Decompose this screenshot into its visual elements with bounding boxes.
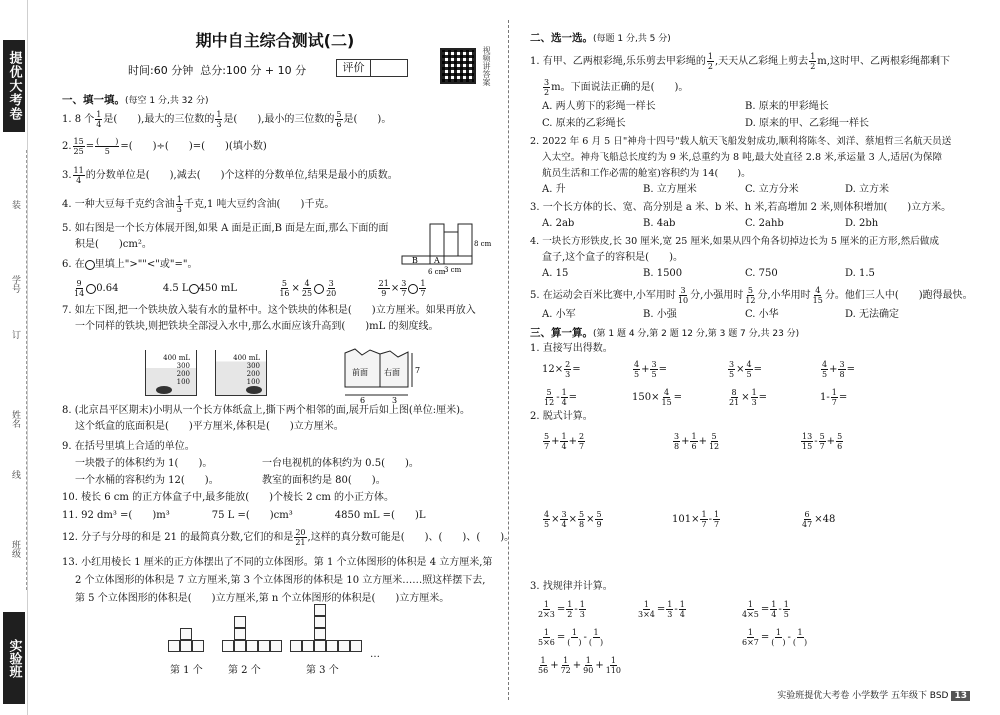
q2-2-opt-b[interactable]: B. 立方厘米	[643, 184, 697, 195]
dim-3: 3	[392, 396, 398, 405]
calc-1g: $\frac{8}{21}$ × $\frac{1}{3}$ =	[729, 388, 768, 407]
q1-6-row: $\frac{9}{14}$ 0.64 4.5 L 450 mL $\frac{5}{16}$ × $\frac{4}{25}$ $\frac{3}{20}$ $\frac{21}{9}$ × $\frac{3}{7}$ $\frac{1}{7}$	[74, 279, 426, 298]
calc-1a: 12× $\frac{2}{3}$ =	[542, 360, 581, 379]
q2-5-opt-d[interactable]: D. 无法确定	[845, 309, 900, 320]
q1-10: 10. 棱长 6 cm 的正方体盒子中,最多能放( )个棱长 2 cm 的小正方体。	[62, 492, 395, 503]
label-name: 姓名	[10, 410, 20, 428]
pattern-4: $\frac{1}{5\times 6}$ = 1 ( ) - 1 ( )	[538, 628, 604, 647]
label-student-id: 学号	[10, 275, 20, 293]
calc-part-3-title: 3. 找规律并计算。	[530, 581, 613, 592]
exam-info	[128, 62, 306, 78]
face-b-label: B	[412, 256, 418, 265]
pattern-5: $\frac{1}{6\times 7}$ = 1 ( ) - 1 ( )	[742, 628, 808, 647]
front-label: 前面	[352, 368, 368, 377]
q2-2-opt-a[interactable]: A. 升	[542, 184, 566, 195]
continue-dots: …	[370, 649, 380, 660]
calc-1b: $\frac{4}{5}$ + $\frac{3}{5}$ =	[634, 360, 667, 379]
section-2-heading: 二、选一选。(每题 1 分,共 5 分)	[530, 32, 671, 44]
dim-6: 6	[360, 396, 366, 405]
caption-3: 第 3 个	[306, 665, 339, 676]
q2-2-line3: 航员生活和工作必需的舱室)容积约为 14( )。	[542, 168, 751, 179]
q1-9d: 教室的面积约是 80( )。	[262, 475, 386, 486]
q2-5: 5. 在运动会百米比赛中,小军用时 $\frac{3}{10}$ 分,小强用时 $\frac{5}{12}$ 分,小华用时 $\frac{4}{15}$ 分。他们三人中( )跑得最快。	[530, 286, 973, 305]
q1-13-line1: 13. 小红用棱长 1 厘米的正方体摆出了不同的立体图形。第 1 个立体图形的体积是 4 立方厘米,第	[62, 557, 493, 568]
calc-1f: 150× $\frac{4}{15}$ =	[632, 388, 683, 407]
q1-5: 5. 如右图是一个长方体展开图,如果 A 面是正面,B 面是左面,那么下面的面	[62, 223, 389, 234]
calc-1c: $\frac{3}{5}$ × $\frac{4}{5}$ =	[729, 360, 762, 379]
calc-2e: 101× $\frac{1}{7}$ - $\frac{1}{7}$	[672, 510, 720, 529]
q2-1-opt-b[interactable]: B. 原来的甲彩绳长	[745, 101, 829, 112]
q2-1b: $\frac{3}{2}$ m。下面说法正确的是( )。	[544, 78, 689, 97]
calc-part-2-title: 2. 脱式计算。	[530, 411, 593, 422]
qr-caption: 视频讲答案	[482, 46, 491, 86]
calc-1e: $\frac{5}{12}$ - $\frac{1}{4}$ =	[544, 388, 578, 407]
pattern-3: $\frac{1}{4\times 5}$ = $\frac{1}{4}$ - $\frac{1}{5}$	[742, 600, 789, 619]
q2-4-opt-d[interactable]: D. 1.5	[845, 268, 875, 279]
calc-2d: $\frac{4}{5}$ × $\frac{3}{4}$ × $\frac{5}{8}$ × $\frac{5}{9}$	[544, 510, 602, 529]
section-1-heading: 一、填一填。(每空 1 分,共 32 分)	[62, 94, 209, 106]
footer: 实验班提优大考卷 小学数学 五年级下 BSD 13	[777, 688, 970, 701]
cut-word-3: 线	[10, 470, 20, 479]
q2-3-opt-a[interactable]: A. 2ab	[542, 218, 575, 229]
right-label: 右面	[384, 368, 400, 377]
q1-9b: 一台电视机的体积约为 0.5( )。	[262, 458, 419, 469]
torn-box-figure	[340, 345, 430, 405]
calc-2c: $\frac{13}{15}$ - $\frac{5}{7}$ + $\frac{5}{6}$	[802, 432, 843, 451]
caption-1: 第 1 个	[170, 665, 203, 676]
q1-12: 12. 分子与分母的和是 21 的最简真分数,它们的和是 $\frac{20}{21}$ ,这样的真分数可能是( )、( )、( )。	[62, 528, 515, 547]
width-label: 6 cm	[428, 268, 446, 276]
depth-label: 3 cm	[444, 266, 462, 274]
label-class: 班级	[10, 540, 20, 558]
q1-8-line1: 8. (北京昌平区期末)小明从一个长方体纸盒上,撕下两个相邻的面,展开后如上图(单位:厘米)。	[62, 405, 471, 416]
pattern-6: $\frac{1}{56}$ + $\frac{1}{72}$ + $\frac{1}{90}$ + $\frac{1}{110}$	[538, 656, 622, 675]
q1-13-line3: 第 5 个立体图形的体积是( )立方厘米,第 n 个立体图形的体积是( )立方厘米。	[75, 593, 450, 604]
calc-1d: $\frac{4}{5}$ + $\frac{3}{8}$ =	[822, 360, 855, 379]
calc-1h: 1- $\frac{1}{7}$ =	[820, 388, 848, 407]
iron-block	[246, 386, 262, 394]
calc-part-1-title: 1. 直接写出得数。	[530, 343, 613, 354]
cube-shape-2	[222, 616, 282, 652]
page-divider	[508, 20, 509, 700]
q1-5b: 积是( )cm²。	[75, 239, 152, 250]
q2-4-opt-a[interactable]: A. 15	[542, 268, 569, 279]
q2-3-opt-d[interactable]: D. 2bh	[845, 218, 879, 229]
section-3-heading: 三、算一算。(第 1 题 4 分,第 2 题 12 分,第 3 题 7 分,共 23 分)	[530, 327, 800, 339]
q2-4-line2: 盒子,这个盒子的容积是( )。	[542, 252, 683, 263]
beaker-2: 400 mL 300 200 100	[215, 350, 267, 396]
blank-circle-icon	[314, 284, 324, 294]
q2-3-opt-b[interactable]: B. 4ab	[643, 218, 676, 229]
cut-line	[26, 150, 27, 590]
q2-1-opt-a[interactable]: A. 两人剪下的彩绳一样长	[542, 101, 656, 112]
q1-1: 1. 8 个 $\frac{1}{4}$ 是( ),最大的三位数的 $\frac{1}{3}$ 是( ),最小的三位数的 $\frac{5}{6}$ 是( )。	[62, 110, 392, 129]
brand-logo-bottom: 实验班	[3, 612, 25, 704]
q2-5-opt-a[interactable]: A. 小军	[542, 309, 576, 320]
caption-2: 第 2 个	[228, 665, 261, 676]
q2-3-opt-c[interactable]: C. 2ahb	[745, 218, 784, 229]
calc-2a: $\frac{5}{7}$ + $\frac{1}{4}$ + $\frac{2}{7}$	[544, 432, 585, 451]
q1-9c: 一个水桶的容积约为 12( )。	[75, 475, 219, 486]
pattern-1: $\frac{1}{2\times 3}$ = $\frac{1}{2}$ - $\frac{1}{3}$	[538, 600, 585, 619]
face-a-label: A	[434, 256, 440, 265]
q2-4-opt-b[interactable]: B. 1500	[643, 268, 683, 279]
cube-shape-1	[168, 628, 204, 652]
blank-circle-icon	[86, 284, 96, 294]
q2-2-line1: 2. 2022 年 6 月 5 日"神舟十四号"载人航天飞船发射成功,顺利将陈冬、刘洋、蔡旭哲三名航天员送	[530, 136, 952, 147]
blank-circle-icon	[189, 284, 199, 294]
q2-1: 1. 有甲、乙两根彩绳,乐乐剪去甲彩绳的 $\frac{1}{2}$ ,天天从乙彩绳上剪去 $\frac{1}{2}$ m,这时甲、乙两根彩绳都剩下	[530, 52, 950, 71]
q2-2-opt-c[interactable]: C. 立方分米	[745, 184, 799, 195]
q2-2-line2: 入太空。神舟飞船总长度约为 9 米,总重约为 8 吨,最大处直径 2.8 米,承运量 3 人,适居(为保障	[542, 152, 943, 163]
calc-2f: $\frac{6}{47}$ ×48	[802, 510, 836, 529]
q2-1-opt-d[interactable]: D. 原来的甲、乙彩绳一样长	[745, 118, 870, 129]
q1-7-line2: 一个同样的铁块,则把铁块全部浸入水中,那么水面应该升高到( )mL 的刻度线。	[75, 321, 439, 332]
q2-4-line1: 4. 一块长方形铁皮,长 30 厘米,宽 25 厘米,如果从四个角各切掉边长为 5 厘米的正方形,然后做成	[530, 236, 939, 247]
eval-label: 评价	[337, 60, 371, 76]
cut-word-1: 装	[10, 200, 20, 209]
time-limit: 时间:60 分钟	[128, 64, 194, 77]
evaluation-box	[336, 59, 408, 77]
page-title: 期中自主综合测试(二)	[195, 31, 355, 50]
cuboid-net-figure	[400, 222, 500, 278]
q2-2-opt-d[interactable]: D. 立方米	[845, 184, 890, 195]
total-score: 总分:100 分 + 10 分	[200, 64, 307, 77]
q1-13-line2: 2 个立体图形的体积是 7 立方厘米,第 3 个立体图形的体积是 10 立方厘米……照这样摆下去,	[75, 575, 486, 586]
blank-circle-icon	[85, 260, 95, 270]
q2-3: 3. 一个长方体的长、宽、高分别是 a 米、b 米、h 米,若高增加 2 米,则体积增加( )立方米。	[530, 202, 952, 213]
blank-circle-icon	[408, 284, 418, 294]
q1-9: 9. 在括号里填上合适的单位。	[62, 441, 195, 452]
q1-7-line1: 7. 如左下图,把一个铁块放入装有水的量杯中。这个铁块的体积是( )立方厘米。如果再放入	[62, 305, 476, 316]
brand-logo-top: 提优大考卷	[3, 40, 25, 132]
page-number: 13	[951, 691, 970, 701]
iron-block	[156, 386, 172, 394]
cut-word-2: 订	[10, 330, 20, 339]
cube-shape-3	[290, 604, 362, 652]
q1-3: 3. $\frac{11}{4}$ 的分数单位是( ),减去( )个这样的分数单位,结果是最小的质数。	[62, 166, 398, 185]
q2-5-opt-b[interactable]: B. 小强	[643, 309, 677, 320]
q1-11: 11. 92 dm³ =( )m³ 75 L =( )cm³ 4850 mL =( )L	[62, 510, 426, 521]
q1-6: 6. 在 里填上">""<"或"="。	[62, 259, 198, 270]
q1-2: 2. $\frac{15}{25}$ = ( ) 5 =( )÷( )=( )(填小数)	[62, 137, 267, 156]
calc-2b: $\frac{3}{8}$ + $\frac{1}{6}$ + $\frac{5}{12}$	[674, 432, 720, 451]
q2-1-opt-c[interactable]: C. 原来的乙彩绳长	[542, 118, 626, 129]
qr-code-icon	[440, 48, 476, 84]
beaker-1: 400 mL 300 200 100	[145, 350, 197, 396]
q2-4-opt-c[interactable]: C. 750	[745, 268, 778, 279]
pattern-2: $\frac{1}{3\times 4}$ = $\frac{1}{3}$ - $\frac{1}{4}$	[638, 600, 685, 619]
q1-8-line2: 这个纸盒的底面积是( )平方厘米,体积是( )立方厘米。	[75, 421, 344, 432]
q2-5-opt-c[interactable]: C. 小华	[745, 309, 779, 320]
q1-9a: 一块骰子的体积约为 1( )。	[75, 458, 213, 469]
dim-7: 7	[415, 366, 421, 375]
q1-4: 4. 一种大豆每千克约含油 $\frac{1}{3}$ 千克,1 吨大豆约含油( )千克。	[62, 195, 335, 214]
height-label: 8 cm	[474, 240, 492, 248]
